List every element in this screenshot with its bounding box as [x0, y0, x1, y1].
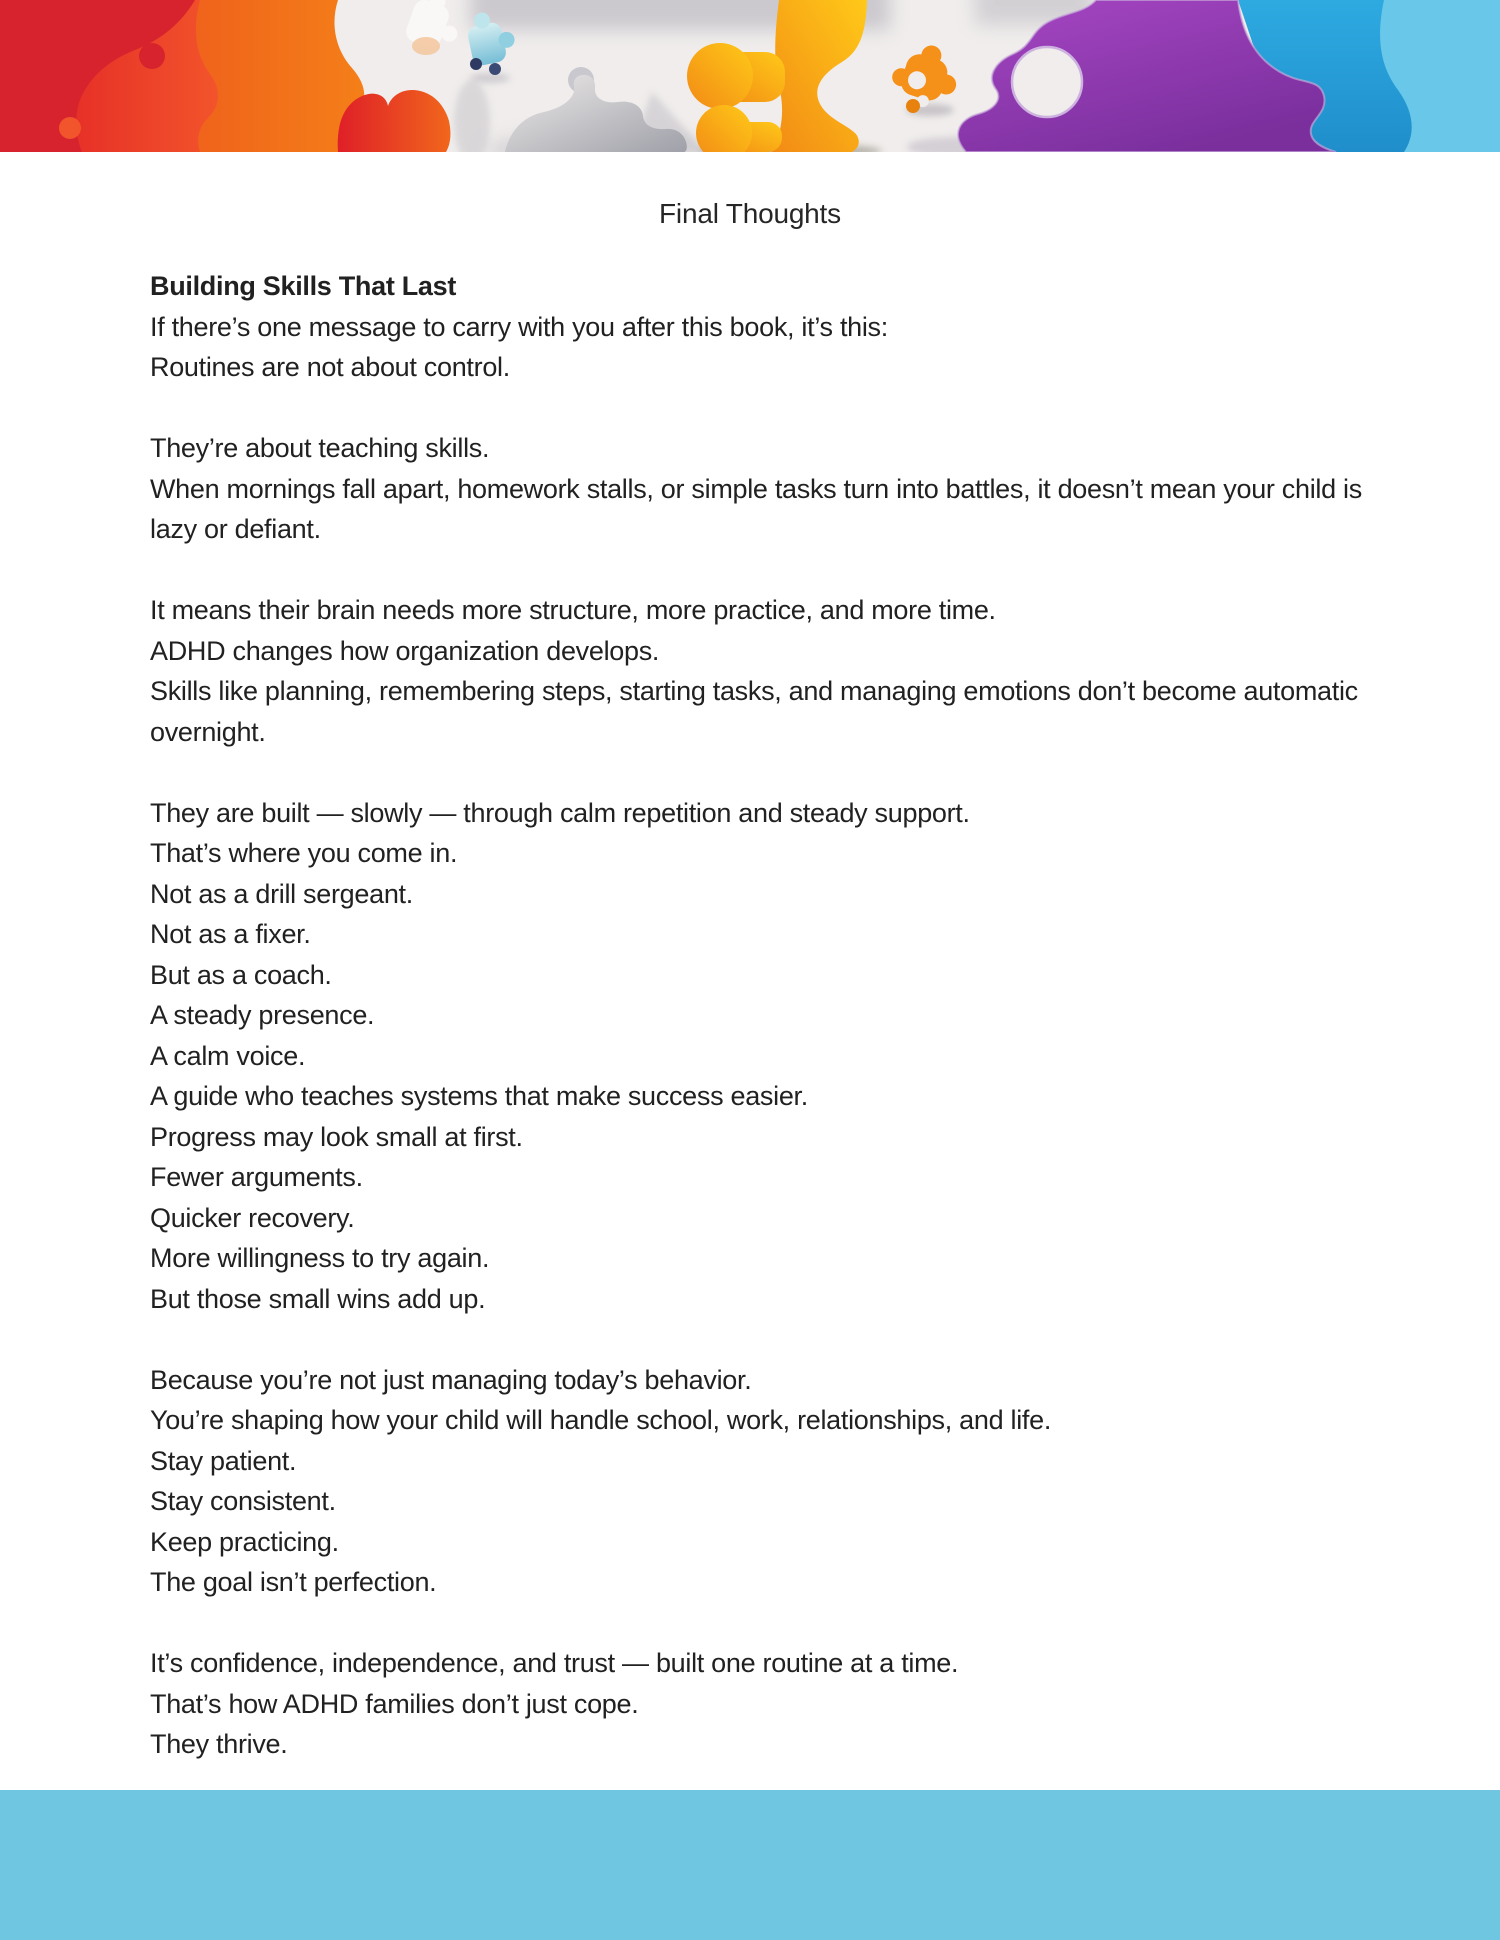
text-line: But those small wins add up. [150, 1283, 486, 1314]
text-line: Progress may look small at first. [150, 1121, 523, 1152]
text-line: Keep practicing. [150, 1526, 339, 1557]
text-line: Routines are not about control. [150, 352, 510, 382]
text-line: Quicker recovery. [150, 1202, 355, 1233]
text-line: It means their brain needs more structure, more practice, and more time. [150, 595, 996, 625]
text-line: ADHD changes how organization develops. [150, 635, 660, 666]
paragraphs-container [150, 307, 1370, 1765]
text-line: They’re about teaching skills. [150, 433, 490, 463]
text-line: It’s confidence, independence, and trust — built one routine at a time. [150, 1648, 959, 1678]
puzzle-pieces-illustration [0, 0, 1500, 152]
text-line: Not as a drill sergeant. [150, 878, 413, 909]
text-line: A steady presence. [150, 1000, 375, 1030]
paragraph [150, 590, 1370, 752]
text-line: A guide who teaches systems that make success easier. [150, 1081, 808, 1111]
text-line: Not as a fixer. [150, 919, 311, 949]
paragraph [150, 1643, 1370, 1765]
footer-band [0, 1790, 1500, 1940]
text-line: Stay consistent. [150, 1486, 336, 1516]
orange-piece-pocket [344, 16, 404, 76]
purple-piece-pocket [1012, 47, 1082, 117]
text-line: A calm voice. [150, 1040, 306, 1071]
text-line: Stay patient. [150, 1445, 297, 1476]
text-line: That’s how ADHD families don’t just cope. [150, 1688, 639, 1719]
text-line: Fewer arguments. [150, 1162, 363, 1192]
text-line: Because you’re not just managing today’s behavior. [150, 1364, 752, 1395]
text-line: If there’s one message to carry with you after this book, it’s this: [150, 311, 888, 342]
text-line: They are built — slowly — through calm repetition and steady support. [150, 797, 970, 828]
text-line: That’s where you come in. [150, 838, 458, 868]
red-knob-dot [59, 117, 81, 139]
text-line: You’re shaping how your child will handle school, work, relationships, and life. [150, 1405, 1052, 1435]
paragraph [150, 428, 1370, 550]
paragraph [150, 1360, 1370, 1603]
page-title: Final Thoughts [659, 198, 841, 229]
paragraph [150, 793, 1370, 1320]
text-line: More willingness to try again. [150, 1243, 490, 1273]
text-line: But as a coach. [150, 959, 332, 990]
text-line: Skills like planning, remembering steps, starting tasks, and managing emotions don’t become automatic overnight. [150, 676, 1358, 747]
text-line: They thrive. [150, 1729, 288, 1759]
section-heading: Building Skills That Last [150, 271, 457, 301]
paragraph [150, 307, 1370, 388]
text-line: The goal isn’t perfection. [150, 1567, 437, 1597]
body-text [150, 266, 1370, 1765]
header-image [0, 0, 1500, 152]
text-line: When mornings fall apart, homework stalls, or simple tasks turn into battles, it doesn’t mean your child is lazy or defiant. [150, 473, 1362, 544]
